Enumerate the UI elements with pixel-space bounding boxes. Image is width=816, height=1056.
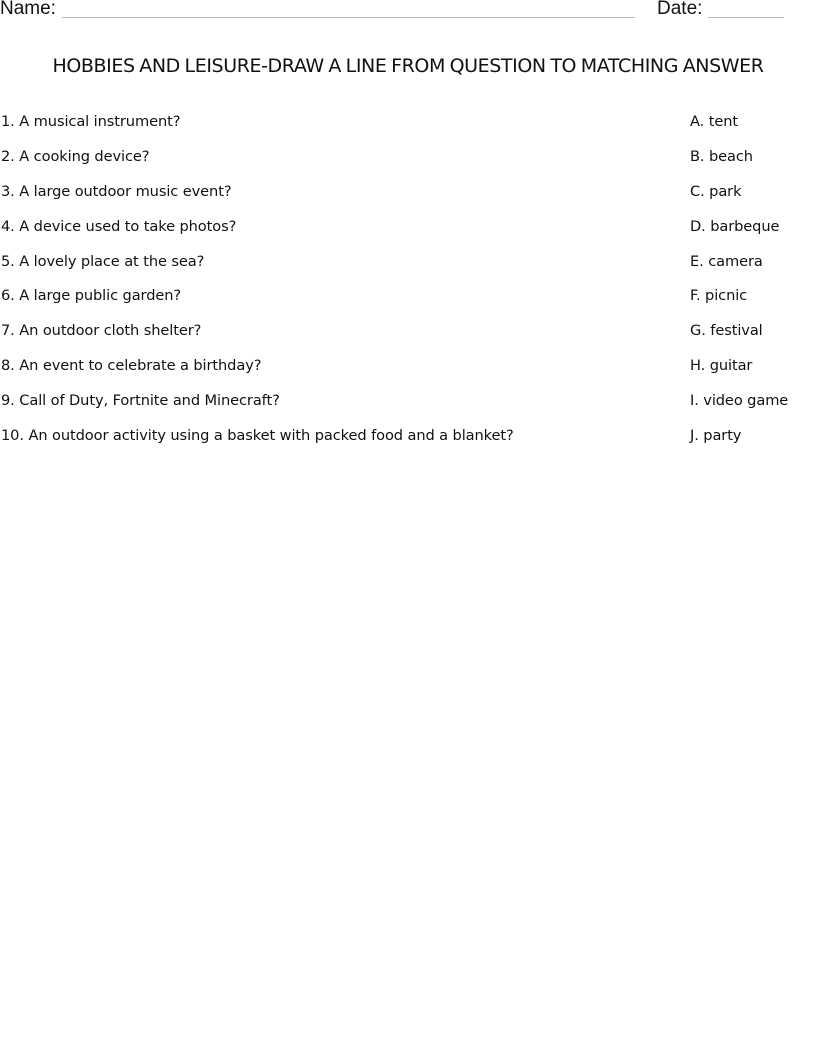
question-item: 3. A large outdoor music event? bbox=[1, 182, 232, 200]
question-item: 2. A cooking device? bbox=[1, 147, 150, 165]
answers-column bbox=[690, 113, 816, 462]
question-item: 4. A device used to take photos? bbox=[1, 217, 237, 235]
name-label: Name: bbox=[0, 0, 56, 19]
question-item: 7. An outdoor cloth shelter? bbox=[1, 322, 202, 340]
answer-item: B. beach bbox=[690, 147, 753, 165]
question-item: 8. An event to celebrate a birthday? bbox=[1, 357, 262, 375]
questions-column bbox=[1, 113, 661, 462]
answer-item: G. festival bbox=[690, 322, 763, 340]
answer-item: I. video game bbox=[690, 392, 789, 410]
question-item: 10. An outdoor activity using a basket with packed food and a blanket? bbox=[1, 427, 514, 445]
answer-item: J. party bbox=[690, 427, 742, 445]
date-label: Date: bbox=[657, 0, 703, 19]
answer-item: C. park bbox=[690, 182, 742, 200]
answer-item: H. guitar bbox=[690, 357, 753, 375]
question-item: 6. A large public garden? bbox=[1, 287, 182, 305]
answer-item: A. tent bbox=[690, 113, 738, 130]
worksheet-title: HOBBIES AND LEISURE-DRAW A LINE FROM QUESTION TO MATCHING ANSWER bbox=[52, 55, 764, 77]
answer-item: D. barbeque bbox=[690, 217, 780, 235]
question-item: 9. Call of Duty, Fortnite and Minecraft? bbox=[1, 392, 280, 410]
name-blank-line bbox=[62, 17, 635, 18]
question-item: 5. A lovely place at the sea? bbox=[1, 252, 205, 270]
answer-item: F. picnic bbox=[690, 287, 748, 305]
date-blank-line bbox=[708, 17, 784, 18]
question-item: 1. A musical instrument? bbox=[1, 113, 181, 130]
worksheet-header bbox=[0, 0, 816, 24]
answer-item: E. camera bbox=[690, 252, 763, 270]
